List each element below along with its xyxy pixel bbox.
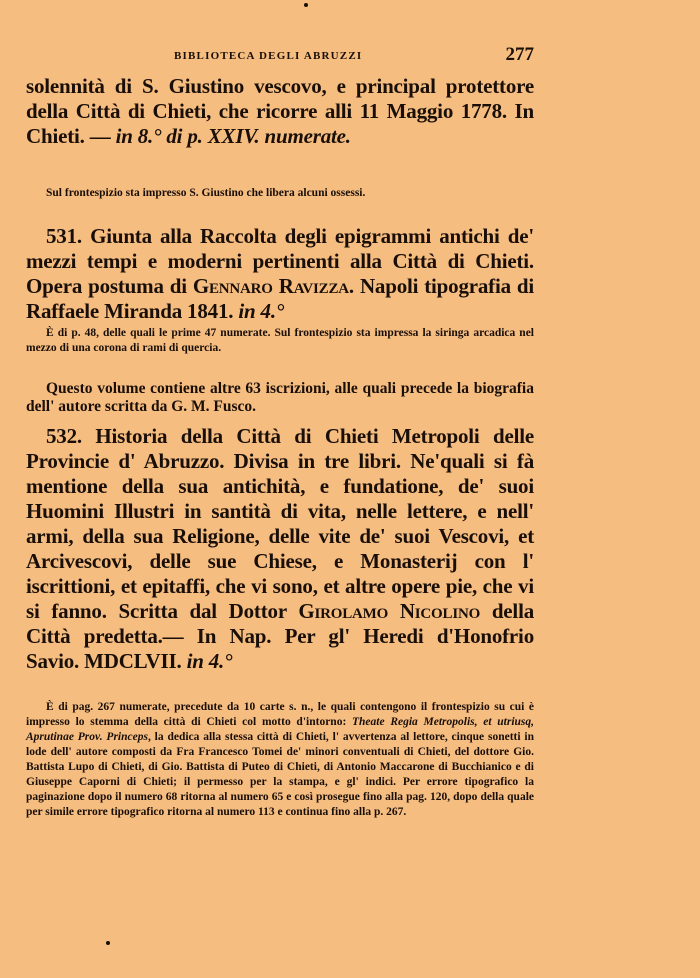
running-head: BIBLIOTECA DEGLI ABRUZZI [174, 50, 363, 62]
entry-531-text-a: Giunta alla Raccolta degli epigrammi antichi de' mezzi tempi e moderni pertinenti alla Città di Chieti. Opera postuma di [26, 224, 534, 298]
entry-532-note-text-a: È di pag. 267 numerate, precedute da 10 carte s. n., le quali contengono il frontespizio su cui è impresso lo stemma della città di Chieti col motto d'intorno: [26, 701, 534, 728]
entry-532-motto: Theate Regia Metropolis, et utriusq, Aprutinae Prov. Princeps [26, 716, 535, 743]
entry-531 [26, 224, 534, 324]
entry-531-text-b: . Napoli tipografia di Raffaele Miranda 1841. [26, 274, 534, 323]
page-header [26, 46, 534, 68]
entry-530-continuation [26, 74, 534, 149]
entry-532-number: 532. [46, 424, 82, 448]
entry-532-note [26, 700, 534, 820]
entry-532-note-text-b: , la dedica alla stessa città di Chieti, l' avvertenza al lettore, cinque sonetti in lode dell' autore composti da Fra Francesco Tomei de' minori conventuali di Chieti, del dottore Gio. Battista Lupo di Chieti, di Gio. Battista di Puteo di Chieti, di Antonio Maccarone di Bucchianico e di Giuseppe Caporni di Chieti; il permesso per la stampa, e gl' indici. Per errore tipografico la paginazione dopo il numero 68 ritorna al numero 65 e così prosegue fino alla pag. 120, dopo della quale per simile errore tipografico ritorna al numero 113 e continua fino alla p. 267. [26, 731, 534, 818]
entry-532-format: in 4.° [186, 649, 233, 673]
entry-531-author: Gennaro Ravizza [192, 274, 349, 298]
entry-530-note: Sul frontespizio sta impresso S. Giustino che libera alcuni ossessi. [46, 187, 366, 199]
ink-speck [304, 3, 308, 7]
ink-speck [106, 941, 110, 945]
entry-532-text-a: Historia della Città di Chieti Metropoli delle Provincie d' Abruzzo. Divisa in tre libri. Ne'quali si fà mentione della sua antichità, e fundatione, de' suoi Huomini Illustri in santità di vita, nelle lettere, e nell' armi, della sua Religione, delle vite de' suoi Vescovi, et Arcivescovi, delle sue Chiese, e Monasterij con l' iscrittioni, et epitaffi, che vi sono, et altre opere pie, che vi si fanno. Scritta dal Dottor [26, 424, 534, 623]
entry-530-format: in 8.° di p. XXIV. numerate. [115, 124, 351, 148]
entry-531-note: È di p. 48, delle quali le prime 47 numerate. Sul frontespizio sta impressa la siringa arcadica nel mezzo di una corona di rami di quercia. [26, 327, 534, 354]
entry-532-text-b: della Città predetta.— In Nap. Per gl' Heredi d'Honofrio Savio. MDCLVII. [26, 599, 534, 673]
entry-532-author: Girolamo Nicolino [298, 599, 481, 623]
entry-531-note-b: Questo volume contiene altre 63 iscrizioni, alle quali precede la biografia dell' autore scritta da G. M. Fusco. [26, 380, 534, 415]
entry-531-number: 531. [46, 224, 82, 248]
page-number: 277 [505, 44, 534, 65]
entry-532 [26, 424, 534, 674]
entry-531-format: in 4.° [238, 299, 285, 323]
entry-530-text: solennità di S. Giustino vescovo, e principal protettore della Città di Chieti, che ricorre alli 11 Maggio 1778. In Chieti. — [26, 74, 534, 148]
